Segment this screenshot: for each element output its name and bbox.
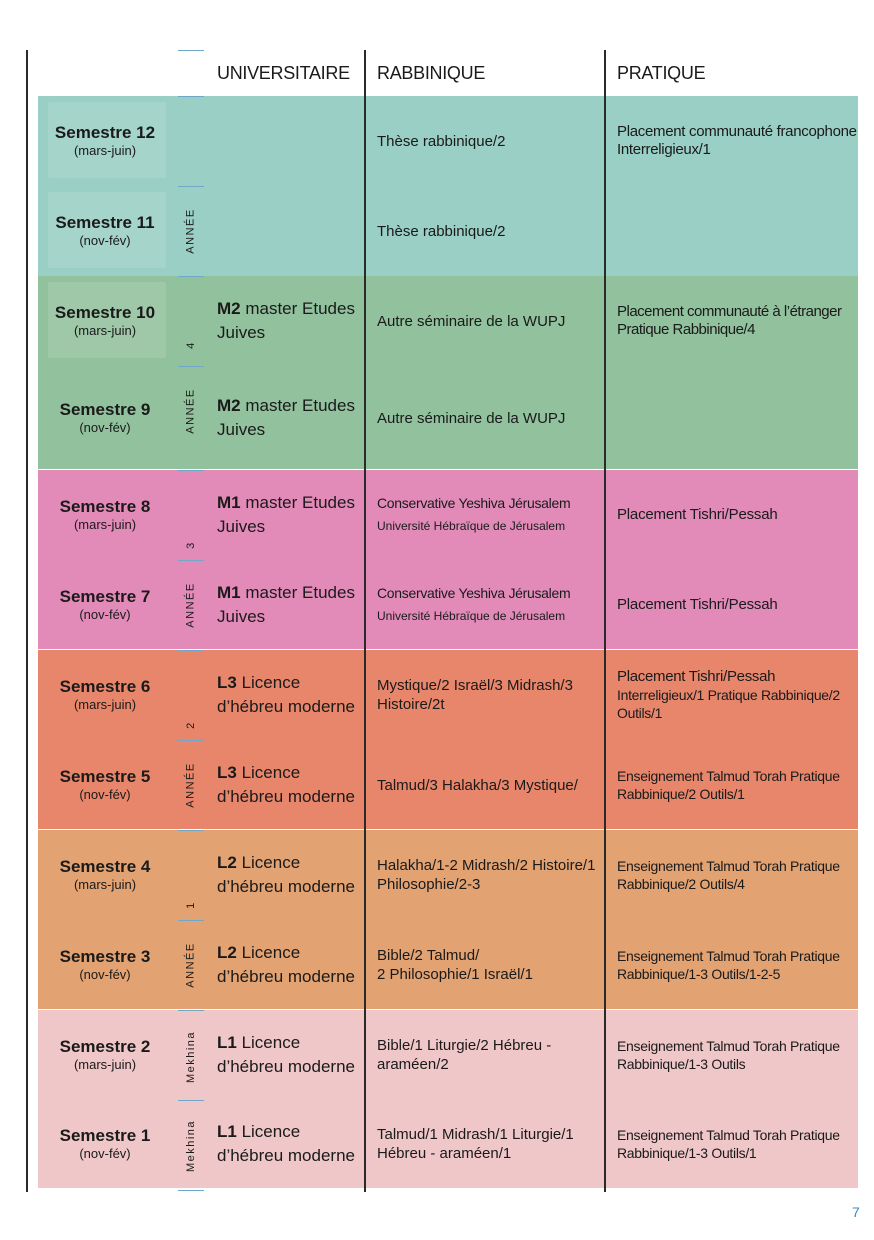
cell-pratique [605,366,858,470]
tick [178,1010,204,1011]
degree-name: master Etudes Juives [217,396,355,439]
pratique-text-2: Rabbinique/1-3 Outils [617,1056,746,1072]
cell-universitaire [205,1010,365,1100]
header-rabbinique: RABBINIQUE [377,62,486,83]
semester-label [38,830,172,920]
degree-name: Licence d’hébreu moderne [217,763,355,806]
rabbinique-text: Autre séminaire de la WUPJ [377,312,566,330]
table-row [38,1010,858,1100]
tick [178,560,204,561]
rabbinique-text: Bible/1 Liturgie/2 Hébreu - araméen/2 [377,1037,552,1073]
pratique-text: Placement Tishri/Pessah [617,596,778,613]
pratique-text: Placement communauté à l’étranger Pratique Rabbinique/4 [617,303,842,338]
tick [178,50,204,51]
cell-pratique [605,96,858,186]
cell-rabbinique [365,650,605,740]
year-label-annee-3: ANNÉE [185,582,197,628]
degree-level: M2 [217,396,241,415]
cell-rabbinique [365,1010,605,1100]
rabbinique-text: Thèse rabbinique/2 [377,132,506,150]
tick [178,276,204,277]
tick [178,96,204,97]
semester-name: Semestre 6 [59,677,151,696]
tick [178,186,204,187]
degree-level: M1 [217,583,241,602]
year-label-mekhina-b: Mekhina [185,1119,198,1173]
pratique-text-2: Interreligieux/1 Pratique Rabbinique/2 Outils/1 [617,687,840,721]
semester-period: (nov-fév) [79,420,131,435]
cell-pratique [605,1100,858,1188]
table-row [38,830,858,920]
rabbinique-text: Talmud/3 Halakha/3 Mystique/ [377,776,578,794]
pratique-text-2: Rabbinique/1-3 Outils/1-2-5 [617,966,781,982]
rabbinique-text-2: 2 Philosophie/1 Israël/1 [377,966,533,983]
cell-rabbinique [365,186,605,276]
degree-level: L3 [217,673,237,692]
rabbinique-text: Talmud/1 Midrash/1 Liturgie/1 [377,1126,574,1143]
tick [178,830,204,831]
semester-name: Semestre 11 [55,213,155,232]
tick [178,920,204,921]
header-universitaire: UNIVERSITAIRE [217,62,350,83]
semester-name: Semestre 8 [59,497,151,516]
cell-universitaire [205,276,365,366]
degree-name: master Etudes Juives [217,493,355,536]
cell-rabbinique [365,276,605,366]
degree-name: Licence d’hébreu moderne [217,1033,355,1076]
semester-period: (nov-fév) [79,233,131,248]
cell-rabbinique [365,830,605,920]
semester-name: Semestre 3 [59,947,151,966]
pratique-text: Placement communauté francophone Interreligieux/1 [617,123,857,158]
semester-name: Semestre 4 [59,857,151,876]
rabbinique-text: Bible/2 Talmud/ [377,947,480,964]
semester-period: (nov-fév) [79,607,131,622]
pratique-text: Enseignement Talmud Torah Pratique Rabbinique/2 Outils/1 [617,768,840,802]
semester-period: (mars-juin) [73,697,137,712]
table-row [38,1100,858,1188]
table-row [38,920,858,1010]
year-label-4: 4 [185,341,197,349]
cell-rabbinique [365,470,605,560]
table-row [38,276,858,366]
cell-rabbinique [365,366,605,470]
table-row [38,560,858,650]
semester-name: Semestre 10 [54,303,156,322]
degree-name: Licence d’hébreu moderne [217,1122,355,1165]
cell-rabbinique [365,740,605,830]
cell-pratique [605,1010,858,1100]
degree-name: Licence d’hébreu moderne [217,673,355,716]
semester-label [38,366,172,470]
rabbinique-text: Halakha/1-2 Midrash/2 Histoire/1 Philosophie/2-3 [377,857,596,893]
table-row [38,366,858,470]
cell-universitaire [205,740,365,830]
year-label-annee-2: ANNÉE [185,762,197,808]
semester-label [38,96,172,186]
semester-period: (mars-juin) [73,877,137,892]
degree-name: master Etudes Juives [217,583,355,626]
degree-level: M2 [217,299,241,318]
semester-period: (nov-fév) [79,1146,131,1161]
pratique-text-2: Rabbinique/1-3 Outils/1 [617,1145,757,1161]
semester-label [38,470,172,560]
semester-period: (mars-juin) [73,323,137,338]
rabbinique-text-2: Hébreu - araméen/1 [377,1145,512,1162]
rabbinique-text: Conservative Yeshiva Jérusalem [377,585,571,601]
table-row [38,186,858,276]
divider-rab-pra [604,50,606,1192]
year-label-annee-1: ANNÉE [185,942,197,988]
year-label-3: 3 [185,541,197,549]
degree-level: L1 [217,1122,237,1141]
cell-rabbinique [365,560,605,650]
table-row [38,650,858,740]
tick [178,366,204,367]
degree-level: M1 [217,493,241,512]
semester-label [38,920,172,1010]
cell-pratique [605,920,858,1010]
year-label-1: 1 [185,901,197,909]
rabbinique-text-2: Université Hébraïque de Jérusalem [377,609,566,623]
semester-period: (mars-juin) [73,1057,137,1072]
semester-label [38,650,172,740]
semester-name: Semestre 12 [54,123,156,142]
table-row [38,470,858,560]
pratique-text: Enseignement Talmud Torah Pratique Rabbinique/2 Outils/4 [617,858,840,892]
cell-universitaire [205,560,365,650]
cell-universitaire [205,96,365,186]
tick [178,650,204,651]
semester-period: (mars-juin) [73,517,137,532]
rabbinique-text: Conservative Yeshiva Jérusalem [377,495,571,511]
cell-pratique [605,830,858,920]
tick [178,1100,204,1101]
outer-left-rule [26,50,28,1192]
cell-pratique [605,650,858,740]
cell-universitaire [205,470,365,560]
year-label-annee-5: ANNÉE [185,208,197,254]
semester-name: Semestre 2 [59,1037,151,1056]
cell-universitaire [205,920,365,1010]
cell-pratique [605,560,858,650]
cell-rabbinique [365,96,605,186]
semester-label [38,1010,172,1100]
tick [178,740,204,741]
semester-label [38,186,172,276]
semester-label [38,1100,172,1188]
table-row [38,740,858,830]
year-label-mekhina-a: Mekhina [185,1030,198,1084]
semester-period: (nov-fév) [79,787,131,802]
cell-pratique [605,740,858,830]
semester-name: Semestre 9 [59,400,151,419]
year-label-annee-4: ANNÉE [185,388,197,434]
semester-name: Semestre 7 [59,587,151,606]
semester-label [38,560,172,650]
degree-level: L3 [217,763,237,782]
degree-name: Licence d’hébreu moderne [217,853,355,896]
page-number: 7 [852,1204,860,1220]
degree-level: L1 [217,1033,237,1052]
cell-universitaire [205,650,365,740]
tick [178,1190,204,1191]
divider-univ-rab [364,50,366,1192]
degree-level: L2 [217,853,237,872]
rabbinique-text: Autre séminaire de la WUPJ [377,409,566,427]
pratique-text: Enseignement Talmud Torah Pratique [617,1127,840,1143]
semester-period: (nov-fév) [79,967,131,982]
degree-name: Licence d’hébreu moderne [217,943,355,986]
cell-universitaire [205,366,365,470]
cell-pratique [605,276,858,366]
table-row [38,96,858,186]
rabbinique-text-2: Université Hébraïque de Jérusalem [377,519,566,533]
tick [178,470,204,471]
rabbinique-text: Mystique/2 Israël/3 Midrash/3 Histoire/2t [377,677,573,713]
header-pratique: PRATIQUE [617,62,706,83]
cell-universitaire [205,186,365,276]
cell-universitaire [205,830,365,920]
year-label-2: 2 [185,721,197,729]
semester-name: Semestre 5 [59,767,151,786]
degree-level: L2 [217,943,237,962]
cell-pratique [605,470,858,560]
rabbinique-text: Thèse rabbinique/2 [377,222,506,240]
pratique-text: Enseignement Talmud Torah Pratique [617,1038,840,1054]
pratique-text: Placement Tishri/Pessah [617,506,778,523]
semester-label [38,276,172,366]
cell-rabbinique [365,920,605,1010]
semester-label [38,740,172,830]
semester-period: (mars-juin) [73,143,137,158]
degree-name: master Etudes Juives [217,299,355,342]
semester-name: Semestre 1 [59,1126,151,1145]
cell-rabbinique [365,1100,605,1188]
pratique-text: Enseignement Talmud Torah Pratique [617,948,840,964]
pratique-text: Placement Tishri/Pessah [617,668,776,685]
cell-universitaire [205,1100,365,1188]
cell-pratique [605,186,858,276]
